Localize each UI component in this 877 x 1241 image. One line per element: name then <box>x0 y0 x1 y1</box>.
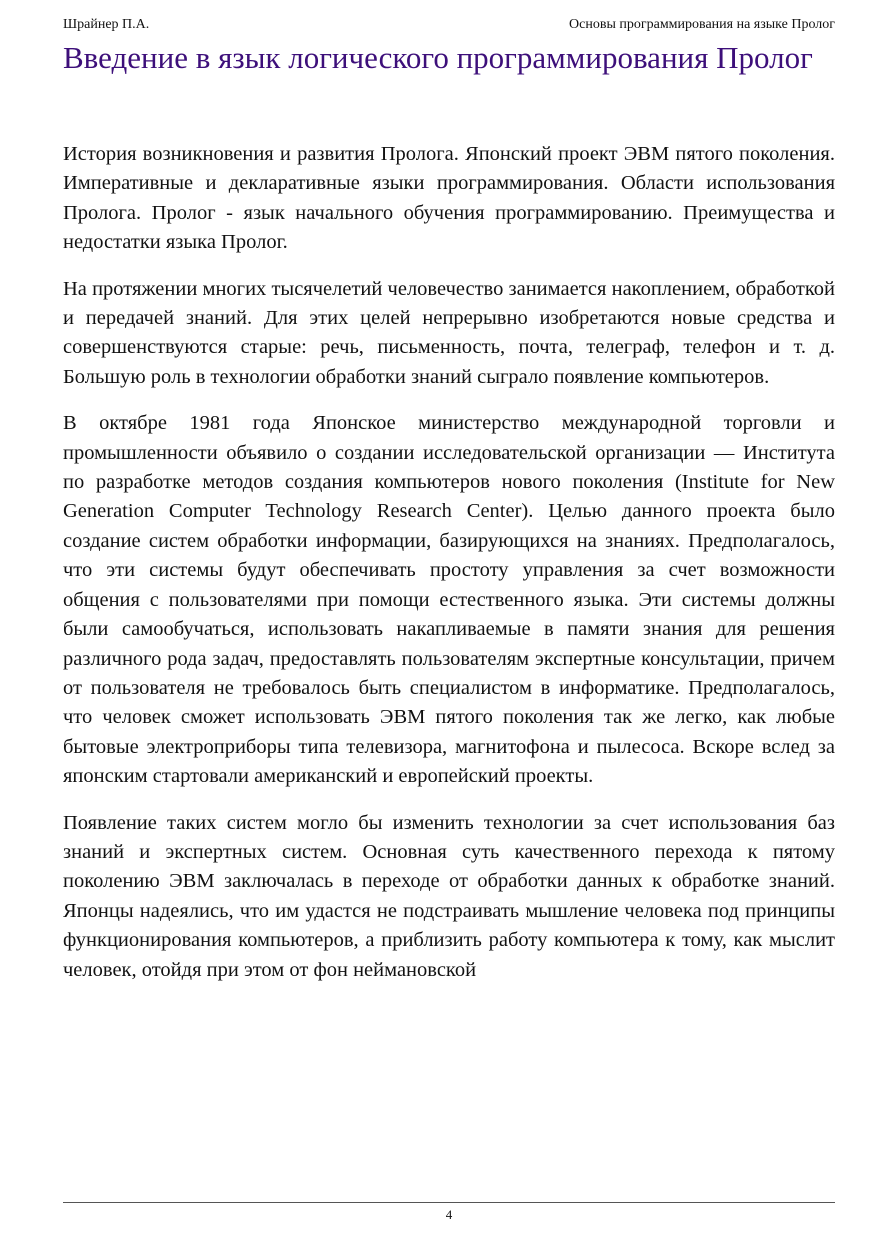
header-book-title: Основы программирования на языке Пролог <box>569 17 835 32</box>
paragraph: Появление таких систем могло бы изменить технологии за счет использования баз знаний и экспертных систем. Основная суть качественного перехода к пятому поколению ЭВМ заключалась в переходе от обработки данных к обработке знаний. Японцы надеялись, что им удастся не подстраивать мышление человека под принципы функционирования компьютеров, а приблизить работу компьютера к тому, как мыслит человек, отойдя при этом от фон неймановской <box>63 811 835 981</box>
document-page <box>63 0 835 1241</box>
running-header <box>63 15 835 35</box>
footer-divider <box>63 1202 835 1203</box>
body-clip <box>63 140 835 1204</box>
paragraph-summary: История возникновения и развития Пролога. Японский проект ЭВМ пятого поколения. Императивные и декларативные языки программирования. Области использования Пролога. Пролог - язык начального обучения программированию. Преимущества и недостатки языка Пролог. <box>63 143 835 254</box>
paragraph: В октябре 1981 года Японское министерство международной торговли и промышленности объявило о создании исследовательской организации — Института по разработке методов создания компьютеров нового поколения (Institute for New Generation Computer Technology Research Center). Целью данного проекта было создание систем обработки информации, базирующихся на знаниях. Предполагалось, что эти системы будут обеспечивать простоту управления за счет возможности общения с пользователями при помощи естественного языка. Эти системы должны были самообучаться, использовать накапливаемые в памяти знания для решения различного рода задач, предоставлять пользователям экспертные консультации, причем от пользователя не требовалось быть специалистом в информатике. Предполагалось, что человек сможет использовать ЭВМ пятого поколения так же легко, как любые бытовые электроприборы типа телевизора, магнитофона и пылесоса. Вскоре вслед за японским стартовали американский и европейский проекты. <box>63 412 835 788</box>
chapter-title: Введение в язык логического программирования Пролог <box>63 40 813 75</box>
header-author: Шрайнер П.А. <box>63 17 150 32</box>
paragraph: На протяжении многих тысячелетий человечество занимается накоплением, обработкой и передачей знаний. Для этих целей непрерывно изобретаются новые средства и совершенствуются старые: речь, письменность, почта, телеграф, телефон и т. д. Большую роль в технологии обработки знаний сыграло появление компьютеров. <box>63 277 835 388</box>
page-number: 4 <box>445 1207 453 1222</box>
